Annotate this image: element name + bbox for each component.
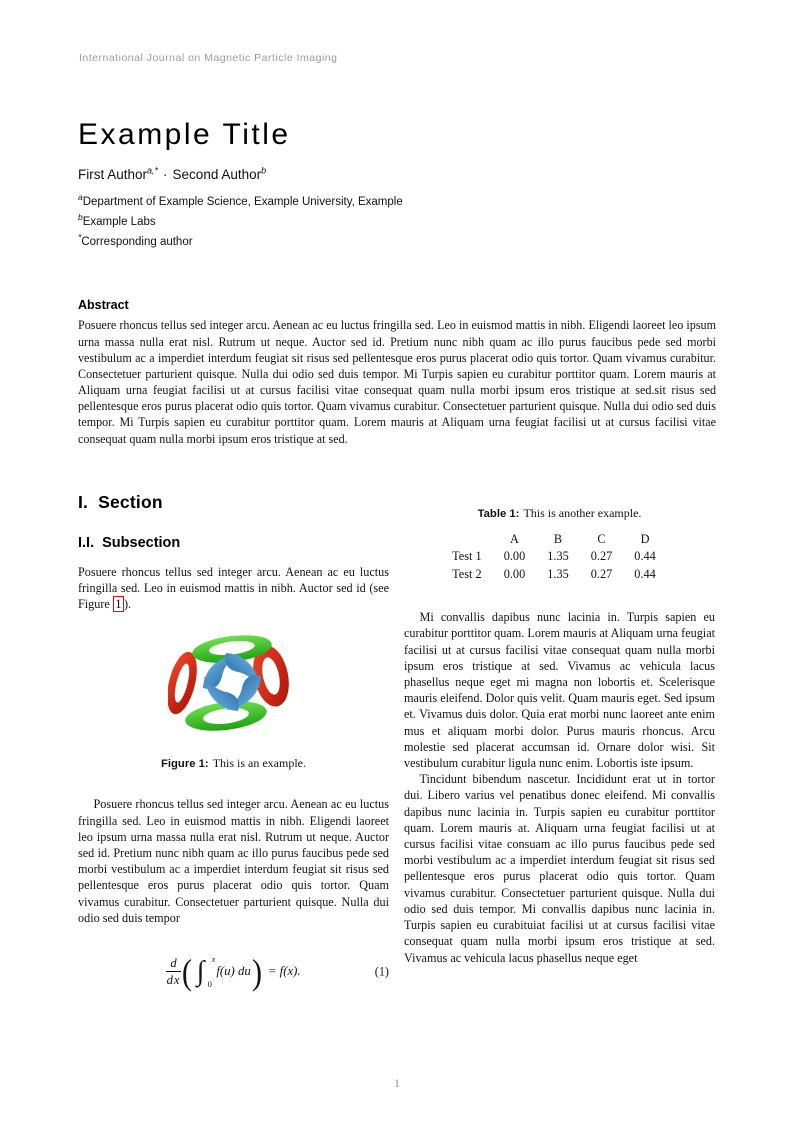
affiliations — [78, 190, 716, 251]
figure-1-image — [168, 622, 300, 742]
left-column — [78, 492, 389, 996]
figure-1 — [78, 622, 389, 772]
close-paren: ) — [251, 951, 262, 992]
table-header-row — [452, 531, 667, 549]
open-paren: ( — [181, 951, 192, 992]
table-row: Test 2 0.00 1.35 0.27 0.44 — [452, 566, 656, 581]
figure-1-caption: Figure 1: This is an example. — [160, 756, 306, 771]
affiliation-b: $^b$Example Labs — [78, 211, 156, 228]
derivative-fraction: $\frac{d}{dx}$ — [166, 955, 181, 988]
figure-1-link[interactable]: 1 — [113, 596, 124, 612]
table-1-caption: Table 1: This is another example. — [477, 505, 642, 520]
author-first: First Author$^{a,*}$ — [78, 165, 159, 182]
right-paragraph-2: Tincidunt bibendum nascetur. Incididunt erat ut in tortor dui. Libero varius vel penatibus donec eleifend. Mi convallis dapibus nunc lacinia in. Turpis sapien eu curabitur porttitor quam. Lorem mauris at. Aliquam urna feugiat facilisi ut at cursus facilisi vitae consuam ac illo purus faucibus pede sed morbi vestibulum ac a imperdiet interdum feugiat sit risus sed pellentesque eros purus placerat odio quis tortor. Quam vivamus curabitur. Consectetuer parturient quisque. Nulla dui odio sed duis tempor. Mi convallis dapibus nunc lacinia in. Turpis sapien eu curabituiat facilisi ut at cursus facilisi vitae consequat quam nulla morbi ipsum eros tristique at sed. Vivamus ac vehicula lacus phasellus neque eget — [404, 772, 715, 965]
left-paragraph: Posuere rhoncus tellus sed integer arcu. Aenean ac eu luctus fringilla sed. Leo in euismod mattis in nibh. Eligendi laoreet leo ipsum urna massa nulla erat nisl. Rutrum ut neque. Auctor sed id. Pretium nunc nibh quam ac illo purus faucibus pede sed morbi vestibulum ac a imperdiet interdum feugiat sit risus sed pellentesque eros purus placerat odio quis tortor. Quam vivamus curabitur. Consectetuer parturient quisque. Nulla dui odio sed duis tempor — [78, 797, 389, 925]
table-col-empty — [452, 531, 493, 549]
integral: ∫ x 0 — [196, 953, 216, 989]
author-second-affmark: b — [261, 165, 267, 175]
two-column-body — [78, 492, 716, 996]
subsection-paragraph: Posuere rhoncus tellus sed integer arcu. Aenean ac eu luctus fringilla sed. Leo in euismod mattis in nibh. Auctor sed id (see Figure 1 ). — [78, 564, 389, 612]
table-col-d: D — [640, 531, 650, 546]
section-heading: I. Section — [78, 491, 163, 512]
affiliation-a: $^a$Department of Example Science, Example University, Example — [78, 191, 403, 208]
author-line — [78, 165, 716, 182]
corresponding-author-note: *Corresponding author — [78, 232, 193, 248]
page-title: Example Title — [78, 118, 291, 151]
table-col-c: C — [597, 531, 606, 546]
table-col-b: B — [553, 531, 563, 546]
author-separator: · — [163, 166, 168, 182]
subsection-heading: I.I. Subsection — [78, 534, 181, 551]
author-first-affmark: a,* — [147, 165, 159, 175]
equation-1 — [78, 948, 389, 996]
equation-number: (1) — [374, 964, 389, 979]
right-paragraph-1: Mi convallis dapibus nunc lacinia in. Turpis sapien eu curabitur porttitor quam. Lorem mauris at Aliquam urna feugiat facilisi ut at cursus facilisi vitae consequat quam nulla morbi ipsum eros tristique at sed. Vivamus ac vehicula lacus phasellus neque eget mi magna non lobortis et. Scelerisque mauris eleifend. Dolor quis velit. Quam mauris eget. Sed ipsum et. Vivamus duis dolor. Quia erat morbi nunc laoreet ante enim mus et aliquam morbi dolor. Purus mauris rhoncus. Arcu molestie sed placerat accumsan id. Ornare dolor wisi. Sit vestibulum curabitur ligula nunc enim. Lobortis iste ipsum. — [404, 610, 715, 771]
table-col-a: A — [510, 531, 519, 546]
table-row: Test 1 0.00 1.35 0.27 0.44 — [452, 549, 656, 564]
table-1 — [452, 531, 667, 584]
journal-header: International Journal on Magnetic Particle Imaging — [79, 52, 338, 64]
equation-rhs: = f(x). — [267, 964, 301, 979]
author-second: Second Author$^b$ — [172, 165, 267, 182]
abstract-heading: Abstract — [78, 298, 129, 313]
right-column — [404, 492, 715, 996]
integrand: f(u) du — [216, 964, 251, 979]
page-number: 1 — [394, 1078, 400, 1090]
abstract-text: Posuere rhoncus tellus sed integer arcu. Aenean ac eu luctus fringilla sed. Leo in euismod mattis in nibh. Eligendi laoreet leo ipsum urna massa nulla erat nisl. Rutrum ut neque. Auctor sed id. Pretium nunc nibh quam ac illo purus faucibus pede sed morbi vestibulum ac a imperdiet interdum feugiat sit risus sed pellentesque eros purus placerat odio quis tortor. Quam vivamus curabitur. Consectetuer parturient quisque. Nulla dui odio sed duis tempor. Mi Turpis sapien eu curabitur porttitor quam. Lorem mauris at Aliquam urna feugiat facilisi ut at cursus facilisi vitae consequat quam nulla morbi ipsum eros tristique at sed.sit risus sed pellentesque eros purus placerat odio quis tortor. Quam vivamus curabitur. Consectetuer parturient quisque. Nulla dui odio sed duis tempor. Mi Turpis sapien eu curabitur porttitor quam. Lorem mauris at Aliquam urna feugiat facilisi ut at cursus facilisi vitae consequat quam nulla morbi ipsum eros tristique at sed. — [78, 318, 716, 446]
